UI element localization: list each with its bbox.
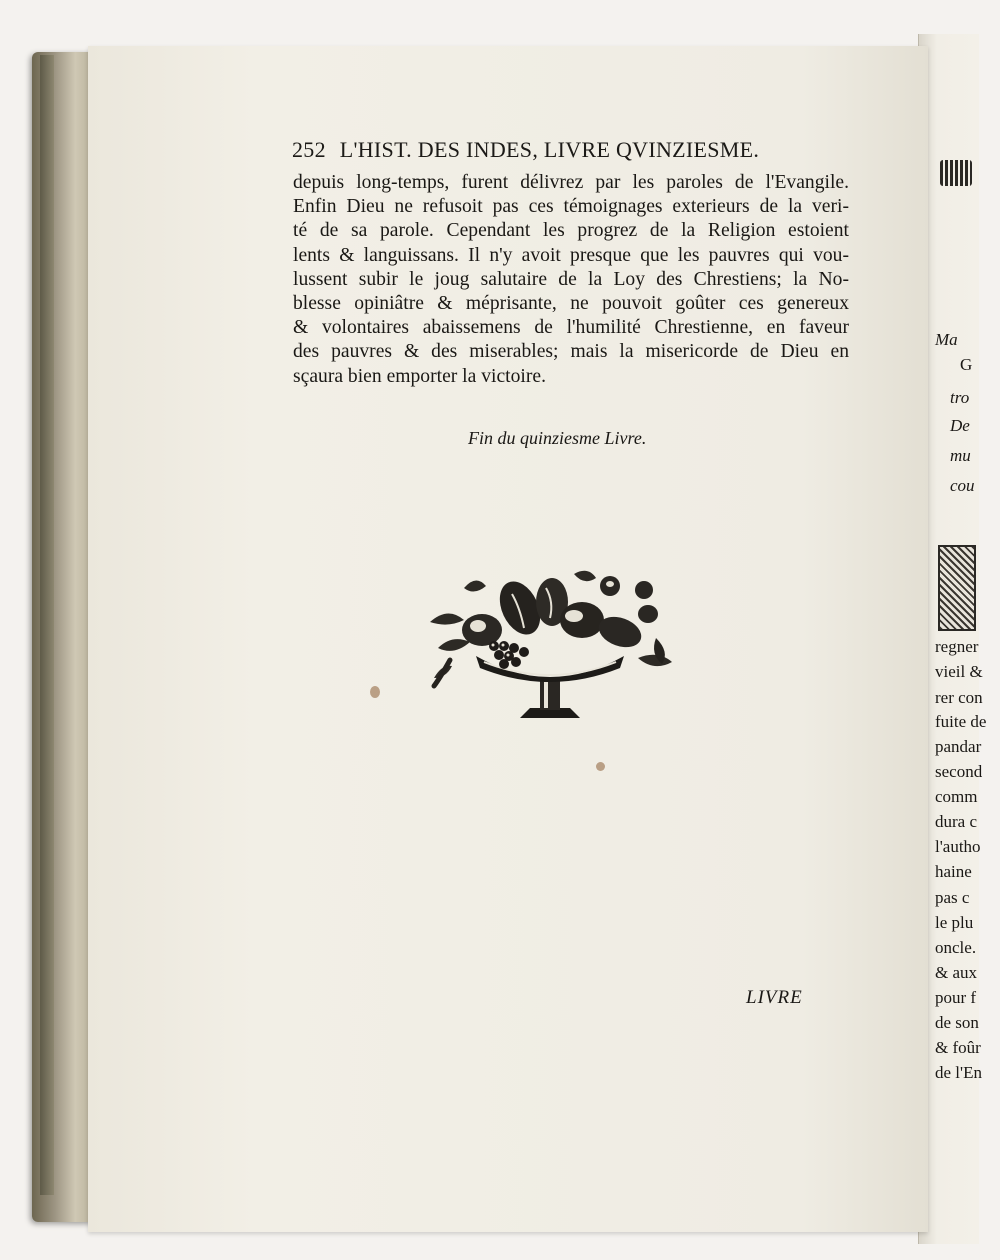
text-line: blesse opiniâtre & méprisante, ne pouvoit goûter ces genereux xyxy=(293,293,849,315)
foxing-stain xyxy=(596,762,605,771)
right-page-fragment: le plu xyxy=(935,913,974,932)
right-page-fragment: l'autho xyxy=(935,837,981,856)
running-head xyxy=(292,137,852,163)
right-page-fragment: comm xyxy=(935,787,978,806)
catchword: LIVRE xyxy=(746,987,803,1008)
right-page-fragment: rer con xyxy=(935,688,983,707)
right-page-fragment: de l'En xyxy=(935,1063,982,1082)
foxing-stain xyxy=(370,686,380,698)
right-page-fragment: fuite de xyxy=(935,712,987,731)
text-line: & volontaires abaissemens de l'humilité Chrestienne, en faveur xyxy=(293,317,849,339)
text-line: Enfin Dieu ne refusoit pas ces témoignages exterieurs de la veri- xyxy=(293,196,849,218)
finis-line: Fin du quinziesme Livre. xyxy=(468,428,647,448)
right-page-fragment: De xyxy=(950,416,970,435)
page-number: 252 xyxy=(292,137,326,162)
text-line: depuis long-temps, furent délivrez par les paroles de l'Evangile. xyxy=(293,172,849,193)
right-page-fragment: G xyxy=(960,355,973,374)
right-page-fragment: dura c xyxy=(935,812,978,831)
decorated-initial-icon xyxy=(938,545,976,631)
right-page-fragment: Ma xyxy=(935,330,958,349)
right-page-fragment: haine xyxy=(935,862,972,881)
text-line: des pauvres & des miserables; mais la misericorde de Dieu en xyxy=(293,341,849,363)
right-page-fragment: & aux xyxy=(935,963,978,982)
right-page-fragment: pour f xyxy=(935,988,977,1007)
text-line: lussent subir le joug salutaire de la Loy des Chrestiens; la No- xyxy=(293,268,849,290)
right-page-fragment: tro xyxy=(950,388,970,407)
text-line: sçaura bien emporter la victoire. xyxy=(293,365,546,387)
right-page-fragment: & foûr xyxy=(935,1038,981,1057)
book-spine-shadow xyxy=(40,55,54,1195)
headpiece-ornament-icon xyxy=(940,160,972,186)
right-page-fragment: cou xyxy=(950,476,975,495)
right-page-fragment: pas c xyxy=(935,888,970,907)
running-title: L'HIST. DES INDES, LIVRE QVINZIESME. xyxy=(339,137,760,162)
right-page-fragment: oncle. xyxy=(935,938,977,957)
text-line: lents & languissans. Il n'y avoit presque que les pauvres qui vou- xyxy=(293,244,849,266)
fruit-basket-woodcut-icon xyxy=(424,568,676,728)
body-text xyxy=(293,171,849,389)
right-page-fragment: second xyxy=(935,762,983,781)
right-page-fragment: mu xyxy=(950,446,971,465)
text-line: té de sa parole. Cependant les progrez de la Religion estoient xyxy=(293,220,849,242)
right-page-fragment: regner xyxy=(935,637,979,656)
right-page-fragment: vieil & xyxy=(935,662,983,681)
right-page-fragment: pandar xyxy=(935,737,982,756)
right-page-fragment: de son xyxy=(935,1013,979,1032)
